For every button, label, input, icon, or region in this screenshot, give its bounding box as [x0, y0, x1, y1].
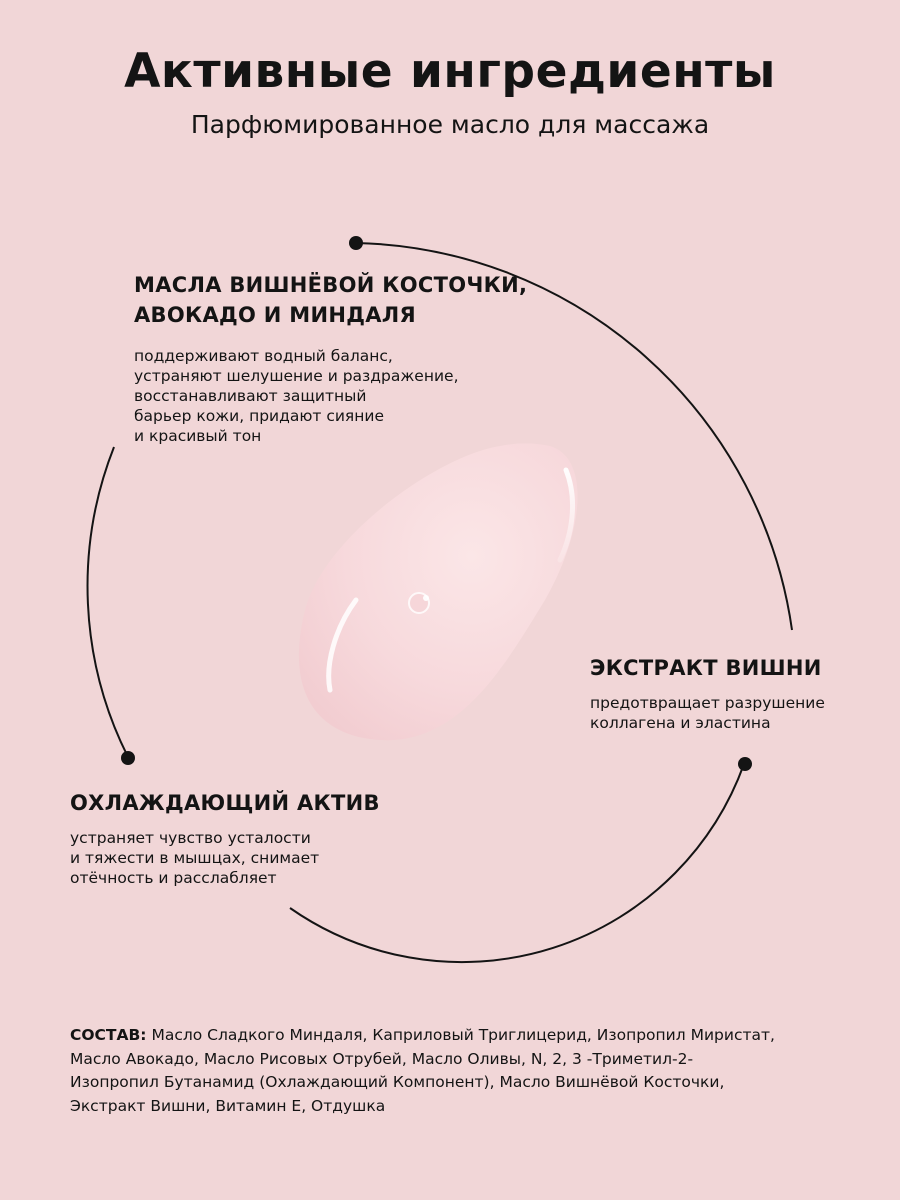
ingredient-heading: ОХЛАЖДАЮЩИЙ АКТИВ: [70, 791, 380, 815]
composition-label: СОСТАВ:: [70, 1026, 147, 1044]
oil-swatch-image: [299, 443, 578, 740]
dot-left: [121, 751, 135, 765]
dot-top: [349, 236, 363, 250]
ingredient-block-cherry: [590, 653, 890, 733]
page-title: Активные ингредиенты: [124, 44, 776, 99]
composition-text: СОСТАВ: Масло Сладкого Миндаля, Каприловый Триглицерид, Изопропил Миристат, Масло Авокадо, Масло Рисовых Отрубей, Масло Оливы, N, 2, 3 -Триметил-2- Изопропил Бутанамид (Охлаждающий Компонент), Масло Вишнёвой Косточки, Экстракт Вишни, Витамин Е, Отдушка: [70, 1026, 775, 1115]
ingredient-heading: МАСЛА ВИШНЁВОЙ КОСТОЧКИ, АВОКАДО И МИНДАЛЯ: [134, 273, 528, 327]
page-subtitle: Парфюмированное масло для массажа: [190, 110, 710, 139]
ingredient-description: поддерживают водный баланс, устраняют шелушение и раздражение, восстанавливают защитный барьер кожи, придают сияние и красивый тон: [134, 347, 459, 445]
dot-right: [738, 757, 752, 771]
ingredient-heading: ЭКСТРАКТ ВИШНИ: [590, 656, 822, 680]
ingredient-description: устраняет чувство усталости и тяжести в мышцах, снимает отёчность и расслабляет: [70, 829, 320, 887]
ingredient-block-oils: [134, 270, 534, 446]
arc-left: [88, 447, 128, 757]
ingredient-description: предотвращает разрушение коллагена и эластина: [590, 694, 825, 732]
ingredient-block-cooling: [70, 788, 430, 888]
